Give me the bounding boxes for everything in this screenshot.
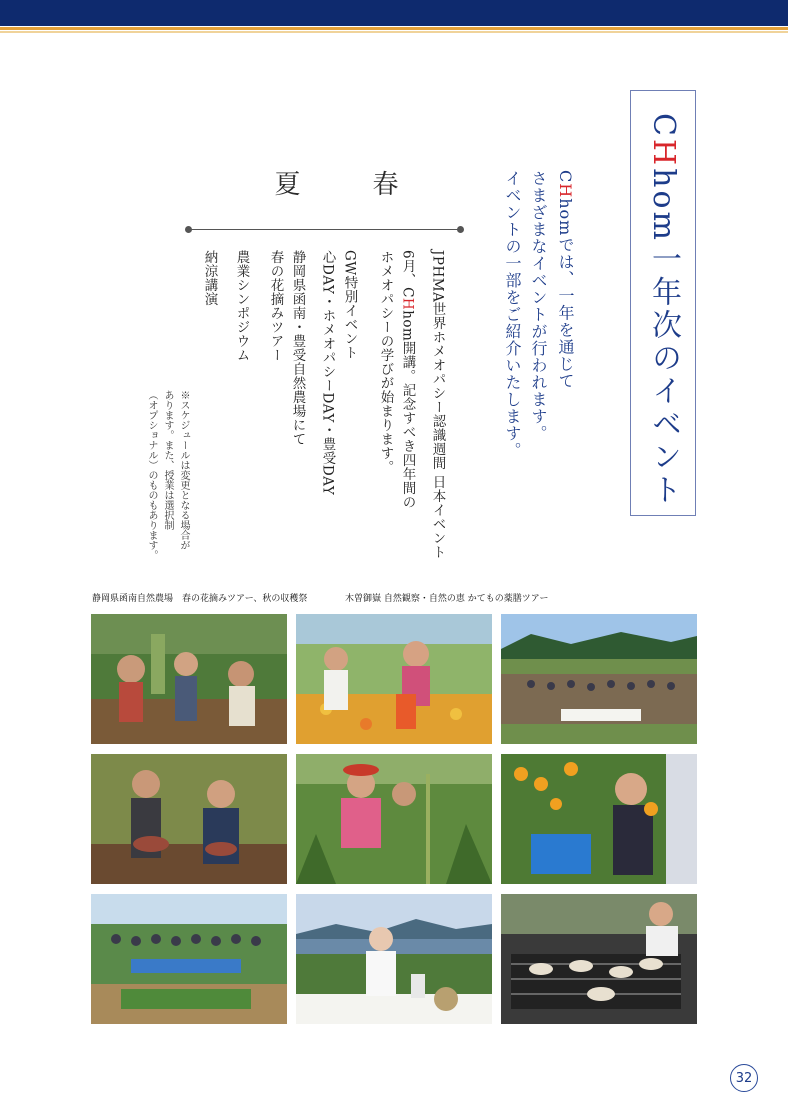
photo-sweet-potato <box>91 754 287 884</box>
photo-group-banner <box>91 894 287 1024</box>
event-chhom-opening: 6月、CHhom開講。記念すべき四年間の <box>399 250 416 510</box>
photo-large-group <box>501 614 697 744</box>
schedule-note-3: （オプショナル）のものもあります。 <box>146 390 157 560</box>
header-accent-line <box>0 27 788 30</box>
event-jphma-week: JPHMA世界ホメオパシー認識週間 日本イベント <box>429 250 446 560</box>
event-summer-lecture: 納涼講演 <box>201 250 218 306</box>
event-gw-days: 心DAY・ホメオパシーDAY・豊受DAY <box>319 250 336 496</box>
schedule-note-2: あります。また、授業は選択制 <box>162 390 173 530</box>
intro-line-3: イベントの一部をご紹介いたします。 <box>503 170 522 459</box>
event-agri-symposium: 農業シンポジウム <box>233 250 250 362</box>
season-summer: 夏 <box>270 170 300 196</box>
photo-flower-picking <box>296 614 492 744</box>
divider-dot-right <box>457 226 464 233</box>
photo-harvest-group <box>91 614 287 744</box>
page-title: CHhom一年次のイベント <box>646 113 681 507</box>
header-accent-line-light <box>0 31 788 33</box>
season-spring: 春 <box>368 170 398 196</box>
page-number: 32 <box>730 1064 758 1092</box>
photo-lakeside-cooking <box>296 894 492 1024</box>
divider-dot-left <box>185 226 192 233</box>
intro-line-1: CHhomでは、一年を通じて <box>556 170 575 390</box>
caption-kiso: 木曽御嶽 自然観察・自然の恵 かてもの薬膳ツアー <box>345 594 549 604</box>
event-gw-special: GW特別イベント <box>341 250 358 360</box>
header-bar <box>0 0 788 26</box>
schedule-note-1: ※スケジュールは変更となる場合が <box>178 390 189 550</box>
title-box <box>630 90 696 516</box>
event-shizuoka-farm: 静岡県函南・豊受自然農場にて <box>289 250 306 446</box>
photo-citrus-picking <box>501 754 697 884</box>
divider-line <box>188 229 460 230</box>
intro-line-2: さまざまなイベントが行われます。 <box>529 170 548 442</box>
event-chhom-opening-cont: ホメオパシーの学びが始まります。 <box>377 250 394 474</box>
photo-herb-harvest <box>296 754 492 884</box>
photo-bbq-grill <box>501 894 697 1024</box>
caption-shizuoka: 静岡県函南自然農場 春の花摘みツアー、秋の収穫祭 <box>92 594 308 604</box>
event-flower-tour: 春の花摘みツアー <box>267 250 284 362</box>
